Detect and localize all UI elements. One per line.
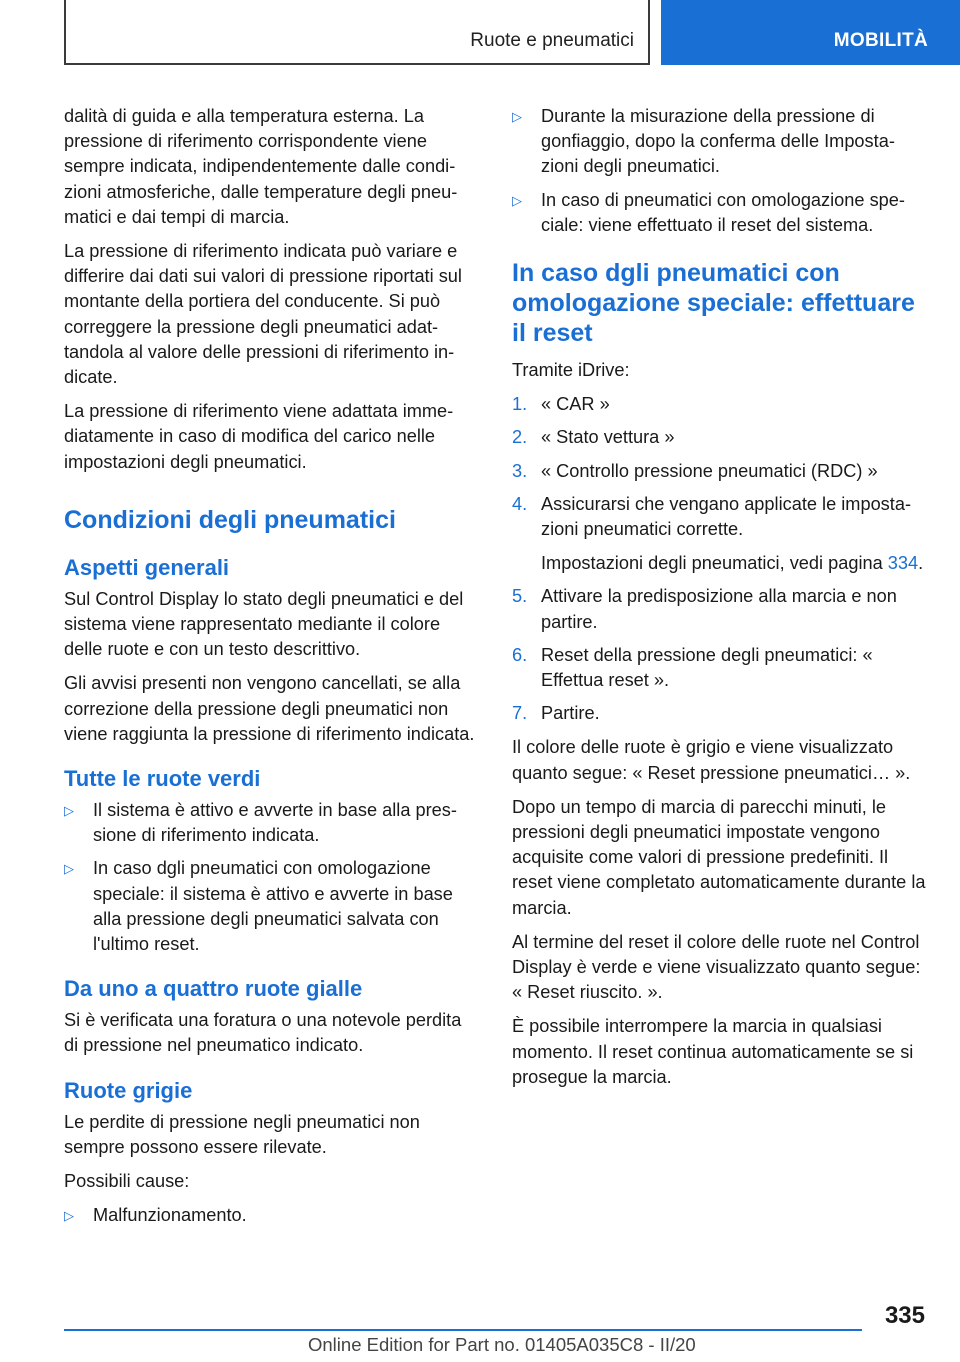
- step-item: [512, 701, 926, 726]
- step-number: 5.: [512, 586, 528, 607]
- paragraph: Le perdite di pressione negli pneumatici non sempre possono essere rilevate.: [64, 1111, 420, 1157]
- step-text: Assicurarsi che vengano applicate le impostazioni pneumatici corrette.: [541, 493, 912, 540]
- paragraph: Dopo un tempo di marcia di parecchi minuti, le pressioni degli pneumatici impostate vengono acquisite come valori di pressione predefiniti. Il reset viene completato automaticamente durante la marcia.: [512, 796, 926, 918]
- left-column: [64, 104, 478, 1238]
- section-title: MOBILITÀ: [833, 30, 928, 51]
- list-item: ▷ Il sistema è attivo e avverte in base alla pressione di riferimento indicata.: [64, 800, 457, 846]
- paragraph: La pressione di riferimento indicata può variare e differire dai dati sui valori di pressione riportati sul montante della portiera del conducente. Si può correggere la pressione degli pneumatici adattandola al valore delle pressioni di riferimento indicate.: [64, 241, 462, 388]
- step-number: 3.: [512, 460, 528, 481]
- step-text: « Stato vettura »: [541, 427, 675, 448]
- paragraph: Sul Control Display lo stato degli pneumatici e del sistema viene rappresentato mediante il colore delle ruote e con un testo descrittivo.: [64, 588, 464, 660]
- triangle-bullet-icon: ▷: [64, 861, 74, 877]
- heading-tyre-condition: Condizioni degli pneumatici: [64, 505, 396, 534]
- paragraph: Tramite iDrive:: [512, 360, 630, 381]
- step-item: [512, 492, 926, 577]
- list-item: ▷ In caso dgli pneumatici con omologazione speciale: il sistema è attivo e avverte in base alla pressione degli pneumatici salvata con l'ultimo reset.: [64, 858, 453, 955]
- footer-divider: [64, 1329, 862, 1331]
- step-item: [512, 459, 926, 484]
- step-item: [512, 392, 926, 417]
- step-list: [512, 392, 926, 726]
- list-item: ▷ Malfunzionamento.: [64, 1203, 478, 1228]
- paragraph: La pressione di riferimento viene adattata immediatamente in caso di modifica del carico nelle impostazioni degli pneumatici.: [64, 401, 454, 472]
- bullet-list-causes: [64, 1203, 478, 1228]
- header-section-tab: [661, 0, 960, 65]
- step-text: Partire.: [541, 703, 600, 724]
- step-number: 1.: [512, 394, 528, 415]
- step-text: « CAR »: [541, 394, 610, 415]
- step-item: [512, 425, 926, 450]
- step-number: 6.: [512, 644, 528, 665]
- heading-all-green: Tutte le ruote verdi: [64, 766, 261, 792]
- paragraph: Gli avvisi presenti non vengono cancellati, se alla correzione della pressione degli pneumatici non viene raggiunta la pressione di riferimento indicata.: [64, 673, 475, 744]
- heading-reset: In caso dgli pneumatici con omologazione speciale: effettuare il reset: [512, 259, 915, 348]
- heading-general: Aspetti generali: [64, 554, 230, 580]
- header-chapter-tab: [64, 0, 650, 65]
- page-reference-link[interactable]: 334: [887, 553, 919, 574]
- triangle-bullet-icon: ▷: [512, 192, 522, 208]
- step-number: 4.: [512, 493, 528, 514]
- heading-grey: Ruote grigie: [64, 1077, 193, 1103]
- footer-edition: Online Edition for Part no. 01405A035C8 - II/20: [308, 1334, 696, 1355]
- paragraph: Al termine del reset il colore delle ruote nel Control Display è verde e viene visualizzato quanto segue: « Reset riuscito. ».: [512, 931, 921, 1003]
- step-item: [512, 643, 926, 693]
- paragraph: È possibile interrompere la marcia in qualsiasi momento. Il reset continua automaticamente se si prosegue la marcia.: [512, 1016, 914, 1087]
- triangle-bullet-icon: ▷: [512, 109, 522, 124]
- triangle-bullet-icon: ▷: [64, 803, 74, 819]
- paragraph: Si è verificata una foratura o una notevole perdita di pressione nel pneumatico indicato.: [64, 1010, 462, 1056]
- right-column: [512, 104, 926, 1099]
- page-number: 335: [884, 1302, 925, 1329]
- bullet-list-green: [64, 798, 478, 957]
- chapter-title: Ruote e pneumatici: [470, 30, 634, 51]
- heading-yellow: Da uno a quattro ruote gialle: [64, 976, 363, 1002]
- paragraph: Il colore delle ruote è grigio e viene visualizzato quanto segue: « Reset pressione pneumatici… ».: [512, 737, 911, 783]
- step-text: « Controllo pressione pneumatici (RDC) »: [541, 460, 878, 481]
- list-item: ▷ Durante la misurazione della pressione di gonfiaggio, dopo la conferma delle Impostazioni degli pneumatici.: [512, 106, 895, 177]
- bullet-list-causes-continued: [512, 104, 926, 238]
- step-text: Reset della pressione degli pneumatici: « Effettua reset ».: [541, 644, 873, 691]
- paragraph: Possibili cause:: [64, 1171, 190, 1192]
- triangle-bullet-icon: ▷: [64, 1208, 74, 1224]
- step-number: 7.: [512, 703, 528, 724]
- step-text: Attivare la predisposizione alla marcia e non partire.: [541, 586, 897, 632]
- step-note: Impostazioni degli pneumatici, vedi pagina 334.: [541, 553, 924, 574]
- paragraph: dalità di guida e alla temperatura esterna. La pressione di riferimento corrispondente viene sempre indicata, indipendentemente dalle condizioni atmosferiche, dalle temperature degli pneumatici e dai tempi di marcia.: [64, 106, 458, 227]
- step-item: [512, 584, 926, 634]
- list-item: ▷ In caso di pneumatici con omologazione speciale: viene effettuato il reset del sistema.: [512, 189, 905, 235]
- step-number: 2.: [512, 427, 528, 448]
